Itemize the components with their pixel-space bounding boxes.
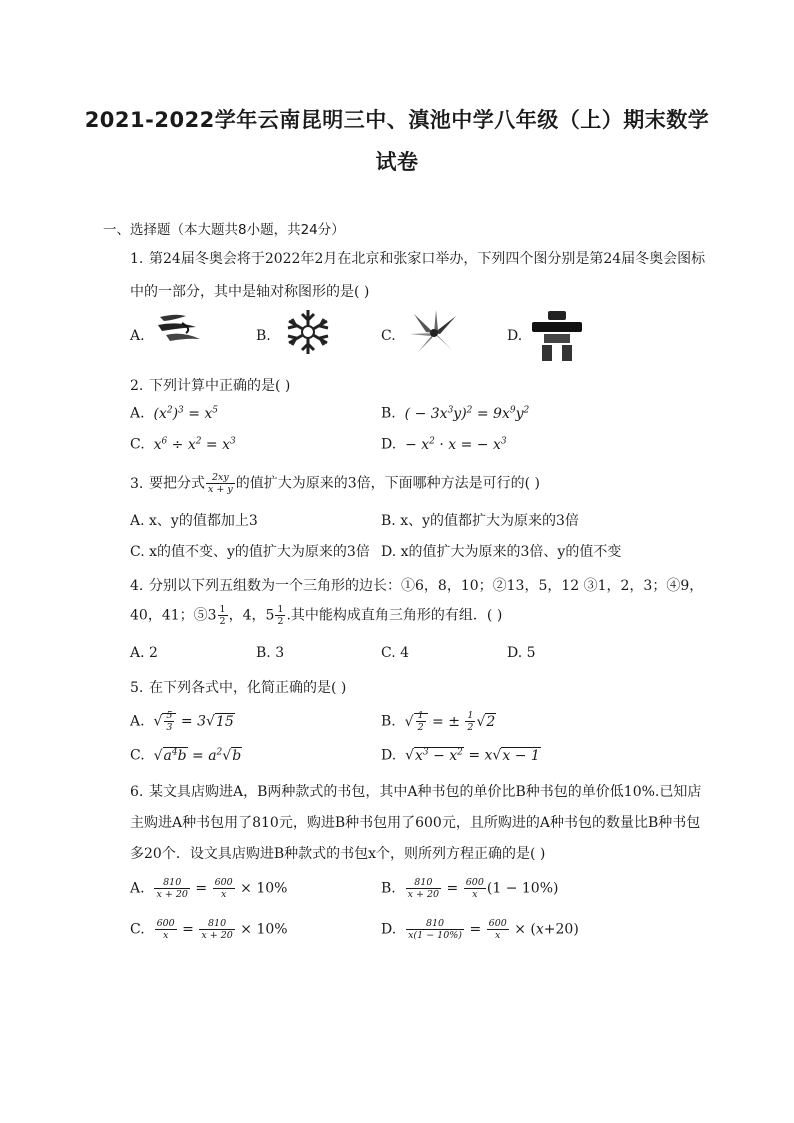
- question-6-line3: 多20个．设文具店购进B种款式的书包x个，则所列方程正确的是( ): [130, 846, 546, 862]
- q4-option-b: B. 3: [256, 645, 285, 661]
- q1-option-d-label: D.: [507, 328, 523, 344]
- q4-option-a: A. 2: [130, 645, 158, 661]
- question-text: 下列计算中正确的是( ): [149, 378, 291, 394]
- q4-option-d: D. 5: [507, 645, 536, 661]
- fraction-half: $\frac{1}{2}$: [277, 604, 284, 627]
- question-number: 1.: [130, 251, 144, 267]
- q6-option-a: A. $\frac{810}{x + 20}$ = $\frac{600}{x}$ × 10%: [130, 877, 288, 900]
- question-3: 3. 要把分式 $\frac{2xy}{x + y}$ 的值扩大为原来的3倍，下面哪种方法是可行的( ): [130, 472, 541, 495]
- q1-option-a-label: A.: [130, 328, 145, 344]
- question-2: [130, 375, 290, 395]
- stone-inukshuk-icon: [530, 310, 584, 366]
- page-title-line2: 试卷: [375, 150, 419, 174]
- q1-option-b-label: B.: [256, 328, 271, 344]
- question-6-line2: 主购进A种书包用了810元，购进B种书包用了600元，且所购进的A种书包的数量比B种书包: [130, 815, 701, 831]
- question-1: [130, 248, 705, 268]
- q6-option-c: C. $\frac{600}{x}$ = $\frac{810}{x + 20}$ × 10%: [130, 918, 288, 941]
- q3-option-a: A. x、y的值都加上3: [130, 513, 258, 529]
- question-number: 4.: [130, 578, 144, 594]
- q3-option-b: B. x、y的值都扩大为原来的3倍: [381, 513, 579, 529]
- question-text: 在下列各式中，化简正确的是( ): [149, 680, 347, 696]
- question-5: [130, 677, 346, 697]
- q6-option-b: B. $\frac{810}{x + 20}$ = $\frac{600}{x}$ (1 − 10%): [381, 877, 559, 900]
- q5-option-c: C. $√a^4b = a^2√b$: [130, 747, 242, 764]
- q3-option-c: C. x的值不变、y的值扩大为原来的3倍: [130, 544, 370, 560]
- q5-option-b: B. √ $\frac{1}{2}$ = ± $\frac{1}{2}$ √2: [381, 710, 496, 733]
- flower-icon: [404, 306, 464, 364]
- q2-option-d: D. − $x^2 \cdot x$ = − $x^3$: [381, 436, 507, 453]
- q5-option-a: A. √ $\frac{5}{3}$ = 3√15: [130, 710, 234, 733]
- question-4: 4. 分别以下列五组数为一个三角形的边长：①6，8，10；②13，5，12 ③1，2，3；④9，: [130, 578, 704, 594]
- question-number: 5.: [130, 680, 144, 696]
- q1-option-c-label: C.: [381, 328, 396, 344]
- q2-option-c: C. $x^6 \div x^2 = x^3$: [130, 436, 236, 453]
- q5-option-d: D. $√x^3 - x^2 = x√x - 1$: [381, 747, 540, 764]
- question-6: 6. 某文具店购进A，B两种款式的书包，其中A种书包的单价比B种书包的单价低10%.已知店: [130, 784, 702, 800]
- question-number: 6.: [130, 784, 144, 800]
- fraction: $\frac{2xy}{x + y}$: [208, 472, 233, 495]
- q6-option-d: D. $\frac{810}{x(1 - 10\%)}$ = $\frac{600}{x}$ × (x+20): [381, 918, 579, 941]
- snowflake-icon: [282, 306, 334, 362]
- question-4-line2: 40，41；⑤3 $\frac{1}{2}$ ，4，5 $\frac{1}{2}$ .其中能构成直角三角形的有组．( ): [130, 604, 503, 627]
- winter-olympics-ribbon-icon: [152, 311, 204, 351]
- section-heading: 一、选择题（本大题共8小题，共24分）: [103, 222, 345, 238]
- q2-option-b: B. ( − $3x^3y)^2 = 9x^9y^2$: [381, 405, 530, 422]
- q3-option-d: D. x的值扩大为原来的3倍、y的值不变: [381, 544, 622, 560]
- question-number: 3.: [130, 475, 144, 492]
- q4-option-c: C. 4: [381, 645, 410, 661]
- question-1-line2: 中的一部分，其中是轴对称图形的是( ): [130, 284, 370, 300]
- question-text: 第24届冬奥会将于2022年2月在北京和张家口举办，下列四个图分别是第24届冬奥会图标: [149, 251, 706, 267]
- page-title: 2021-2022学年云南昆明三中、滇池中学八年级（上）期末数学: [84, 108, 710, 132]
- fraction-half: $\frac{1}{2}$: [219, 604, 226, 627]
- question-number: 2.: [130, 378, 144, 394]
- q2-option-a: A. $(x^2)^3 = x^5$: [130, 405, 219, 422]
